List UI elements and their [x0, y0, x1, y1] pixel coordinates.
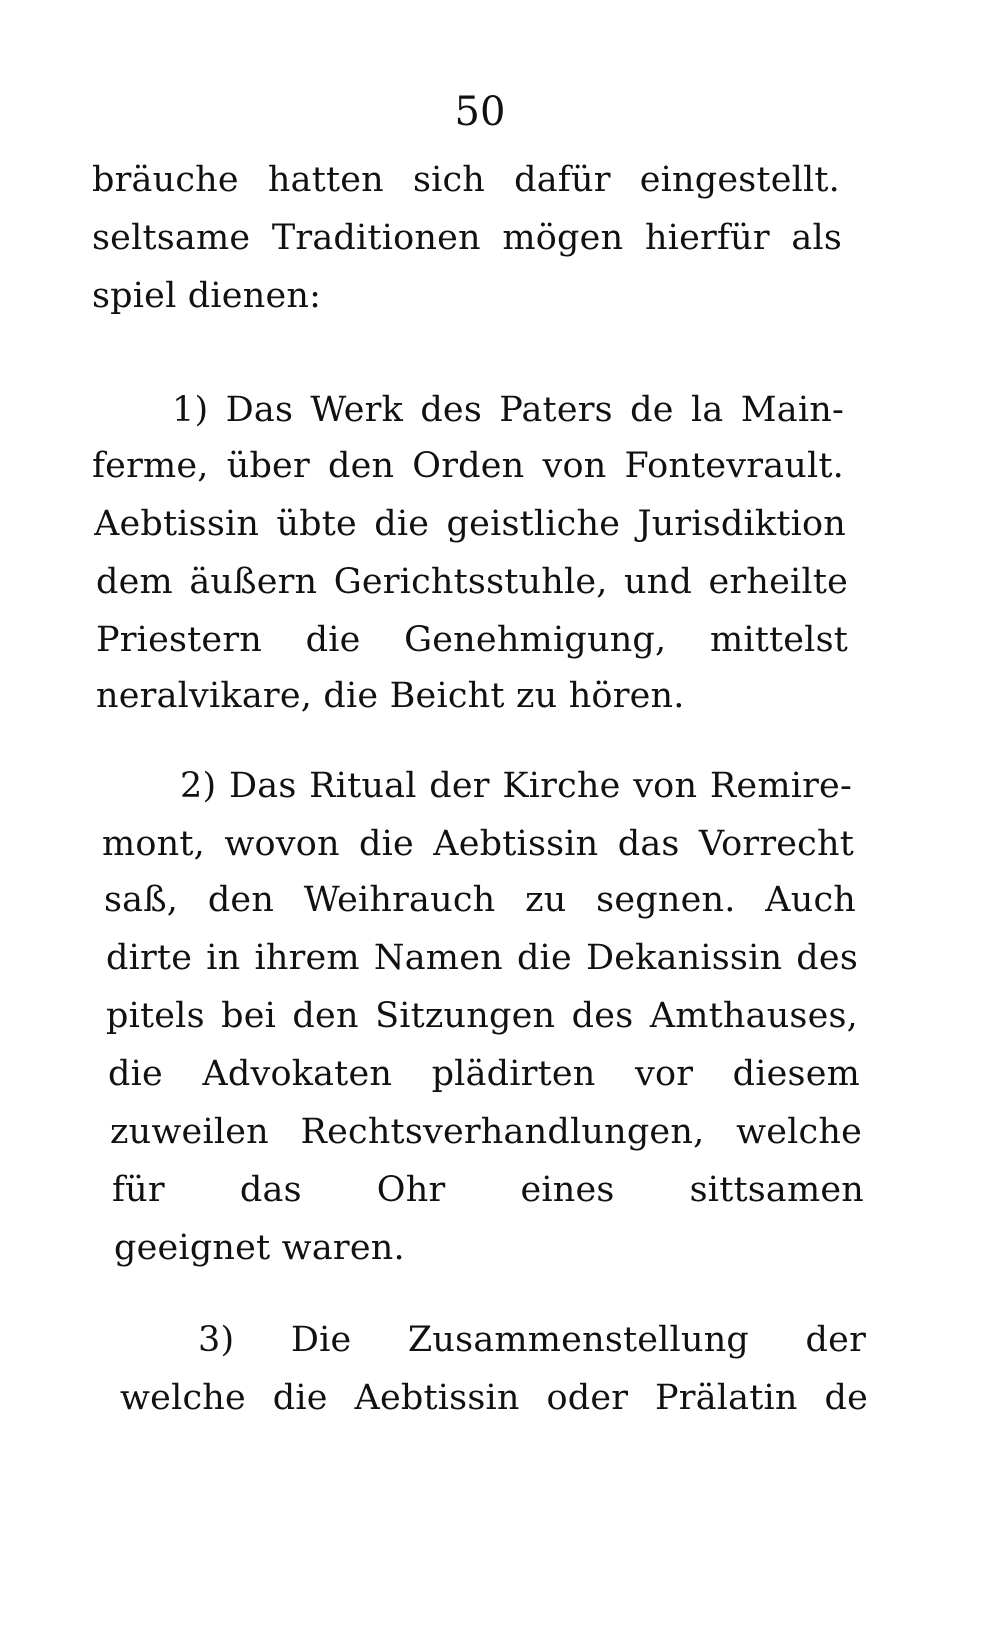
text-line: dirte in ihrem Namen die Dekanissin des: [106, 938, 858, 978]
text-line: 2) Das Ritual der Kirche von Remire-: [180, 766, 852, 806]
page-number: 50: [454, 89, 506, 135]
text-line: Priestern die Genehmigung, mittelst: [96, 620, 848, 660]
text-line: Aebtissin übte die geistliche Jurisdiktion: [94, 504, 846, 544]
text-line: dem äußern Gerichtsstuhle, und erheilte: [96, 562, 848, 602]
text-line: mont, wovon die Aebtissin das Vorrecht: [102, 824, 854, 864]
text-line: die Advokaten plädirten vor diesem: [108, 1054, 860, 1094]
text-line: seltsame Traditionen mögen hierfür als: [92, 218, 842, 258]
text-line: saß, den Weihrauch zu segnen. Auch: [104, 880, 856, 920]
text-line: spiel dienen:: [92, 276, 322, 316]
text-line: geeignet waren.: [114, 1228, 405, 1268]
text-line: neralvikare, die Beicht zu hören.: [96, 676, 685, 716]
text-line: bräuche hatten sich dafür eingestellt.: [92, 160, 840, 200]
text-line: 3) Die Zusammenstellung der: [198, 1320, 866, 1360]
text-line: ferme, über den Orden von Fontevrault.: [92, 446, 844, 486]
text-line: zuweilen Rechtsverhandlungen, welche: [110, 1112, 862, 1152]
text-line: welche die Aebtissin oder Prälatin de: [120, 1378, 868, 1418]
text-line: 1) Das Werk des Paters de la Main-: [172, 390, 844, 430]
text-line: pitels bei den Sitzungen des Amthauses,: [106, 996, 858, 1036]
text-line: für das Ohr eines sittsamen: [112, 1170, 864, 1210]
